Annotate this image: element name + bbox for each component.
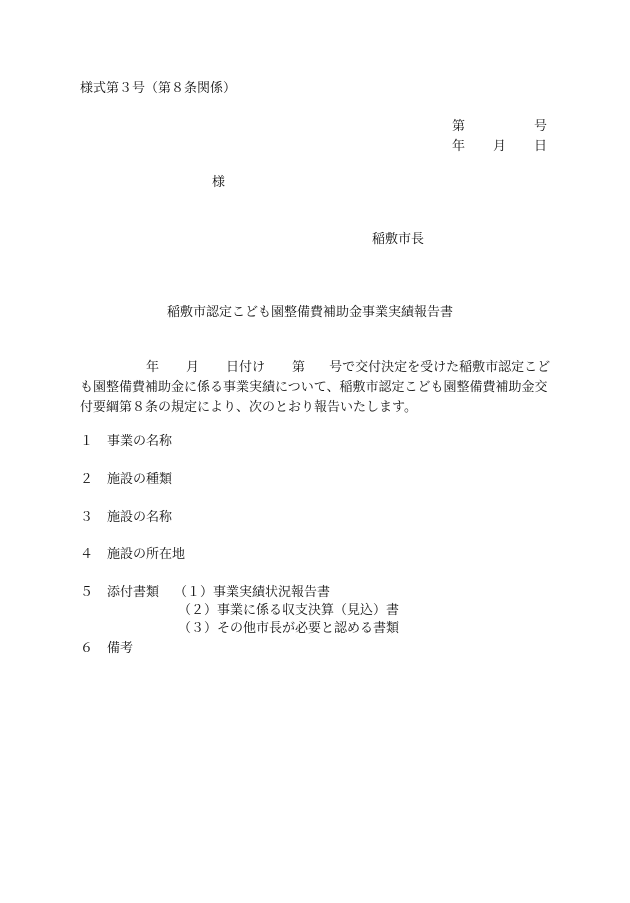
item-number: ６ [80, 641, 94, 656]
item-number: １ [80, 434, 94, 449]
addressee: 様 [212, 175, 226, 190]
attachment-2: （２）事業に係る収支決算（見込）書 [178, 603, 400, 618]
item-number: ５ [80, 585, 94, 600]
item-label: 備考 [107, 641, 134, 656]
document-number-line [452, 118, 547, 136]
body-month: 月 [186, 360, 200, 375]
date-month: 月 [492, 139, 506, 154]
item-label: 施設の種類 [107, 472, 173, 487]
item-label: 添付書類 [107, 585, 160, 600]
list-item-2 [80, 471, 172, 489]
attachment-3: （３）その他市長が必要と認める書類 [178, 621, 400, 636]
list-item-3 [80, 509, 172, 527]
item-number: ２ [80, 472, 94, 487]
document-title: 稲敷市認定こども園整備費補助金事業実績報告書 [167, 305, 454, 320]
date-day: 日 [533, 139, 547, 154]
sender: 稲敷市長 [372, 232, 425, 247]
date-year: 年 [452, 139, 466, 154]
list-item-6 [80, 640, 133, 658]
item-number: ４ [80, 547, 94, 562]
body-number-prefix: 第 [292, 360, 306, 375]
document-number-prefix: 第 [452, 119, 466, 134]
list-item-1 [80, 433, 172, 451]
list-item-5 [80, 584, 330, 602]
document-number-suffix: 号 [533, 119, 547, 134]
body-year: 年 [146, 360, 160, 375]
attachment-1: （１）事業実績状況報告書 [174, 585, 331, 600]
body-day-suffix: 日付け [226, 360, 266, 375]
date-line [452, 138, 547, 156]
item-number: ３ [80, 510, 94, 525]
body-text: 号で交付決定を受けた稲敷市認定こども園整備費補助金に係る事業実績について、稲敷市認定こども園整備費補助金交付要綱第８条の規定により、次のとおり報告いたします。 [80, 360, 551, 415]
body-paragraph [80, 358, 552, 418]
item-label: 事業の名称 [107, 434, 173, 449]
item-label: 施設の所在地 [107, 547, 186, 562]
form-number: 様式第３号（第８条関係） [80, 81, 237, 96]
list-item-4 [80, 546, 185, 564]
item-label: 施設の名称 [107, 510, 173, 525]
